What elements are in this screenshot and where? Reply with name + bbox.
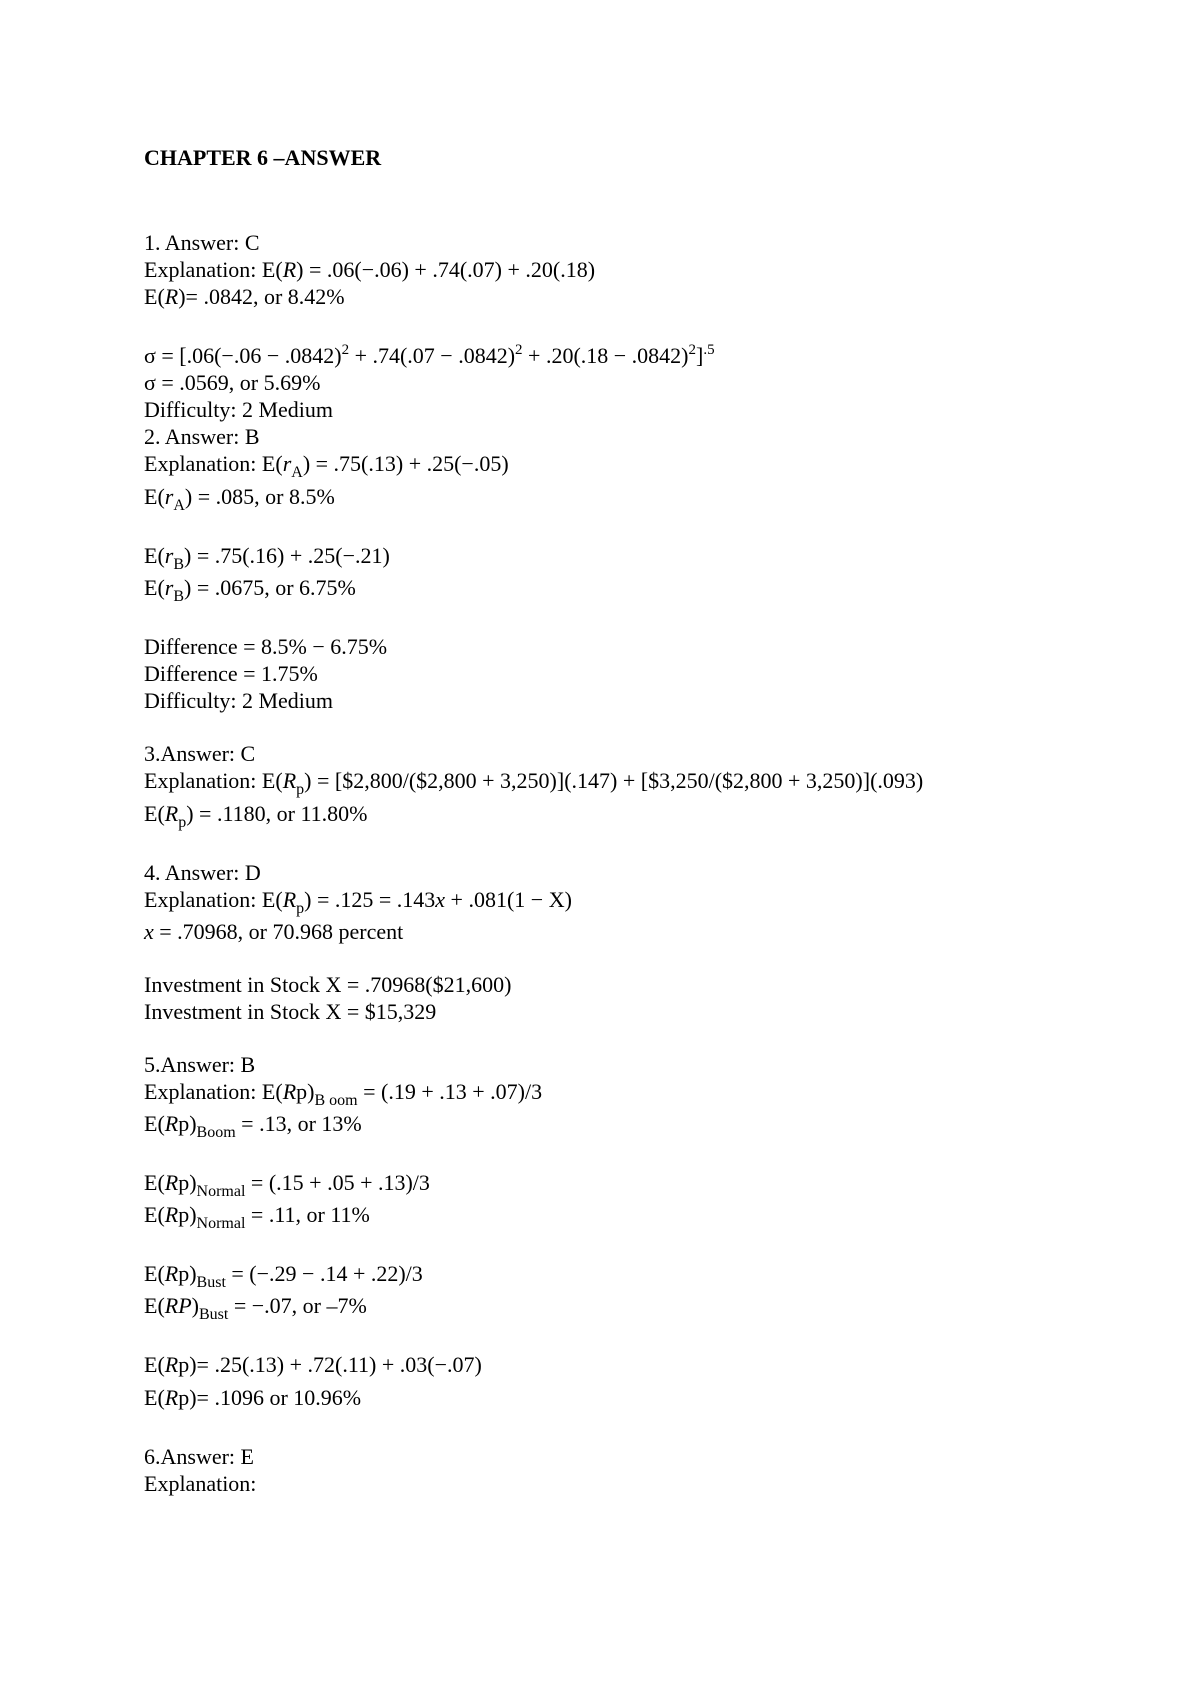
q5-bust-result: $E(RP)_{Bust} = -.07$, or –7% <box>144 1293 367 1323</box>
q6-answer: 6.Answer: E <box>144 1444 254 1469</box>
q3-answer: 3.Answer: C <box>144 741 256 766</box>
q5-weighted-formula: E(Rp)= .25(.13) + .72(.11) + .03(−.07) <box>144 1352 482 1377</box>
q2-calc-b: $E(r_B) = .75(.16) + .25(-.21)$ <box>144 543 390 573</box>
q2-return-b: $E(r_B) = .0675$, or 6.75% <box>144 575 356 605</box>
q4-weight: x = .70968, or 70.968 percent <box>144 919 404 944</box>
q5-weighted-result: E(Rp)= .1096 or 10.96% <box>144 1385 362 1410</box>
q1-explanation: Explanation: E(R) = .06(−.06) + .74(.07) + .20(.18) <box>144 257 596 282</box>
q3-explanation: Explanation: $E(R_p)$ = [$2,800/($2,800 + 3,250)](.147) + [$3,250/($2,800 + 3,250)](.093) <box>144 768 924 798</box>
q5-normal-result: $E(Rp)_{Normal} = .11$, or 11% <box>144 1202 370 1232</box>
q2-difference-result: Difference = 1.75% <box>144 661 318 686</box>
q3-portfolio-return: $E(R_p) = .1180$, or 11.80% <box>144 801 368 831</box>
q4-explanation: Explanation: $E(R_p) = .125 = .143x + .081(1 - X)$ <box>144 887 572 917</box>
q1-expected-return: E(R)= .0842, or 8.42% <box>144 284 345 309</box>
q5-boom-result: $E(Rp)_{Boom} = .13$, or 13% <box>144 1111 362 1141</box>
q4-investment-result: Investment in Stock X = $15,329 <box>144 999 437 1024</box>
q2-answer: 2. Answer: B <box>144 424 260 449</box>
q4-investment-formula: Investment in Stock X = .70968($21,600) <box>144 972 512 997</box>
q1-sigma-result: σ = .0569, or 5.69% <box>144 370 321 395</box>
q1-answer: 1. Answer: C <box>144 230 260 255</box>
q2-difference: Difference = 8.5% − 6.75% <box>144 634 388 659</box>
q1-sigma-formula: $\sigma = [.06(-.06 - .0842)^2 + .74(.07 - .0842)^2 + .20(.18 - .0842)^2]^{.5}$ <box>144 342 715 368</box>
q5-answer: 5.Answer: B <box>144 1052 256 1077</box>
q4-answer: 4. Answer: D <box>144 860 261 885</box>
q6-explanation: Explanation: <box>144 1471 257 1496</box>
page-title: CHAPTER 6 –ANSWER <box>144 145 382 170</box>
q5-explanation-boom: Explanation: $E(Rp)_{B oom} = (.19 + .13 + .07)/3$ <box>144 1079 543 1109</box>
q5-normal-formula: $E(Rp)_{Normal} = (.15 + .05 + .13)/3$ <box>144 1170 430 1200</box>
q5-bust-formula: $E(Rp)_{Bust} = (-.29 - .14 + .22)/3$ <box>144 1261 423 1291</box>
q2-explanation: Explanation: $E(r_A) = .75(.13) + .25(-.05)$ <box>144 451 509 481</box>
q2-difficulty: Difficulty: 2 Medium <box>144 688 334 713</box>
q2-return-a: $E(r_A) = .085$, or 8.5% <box>144 484 335 514</box>
q1-difficulty: Difficulty: 2 Medium <box>144 397 334 422</box>
